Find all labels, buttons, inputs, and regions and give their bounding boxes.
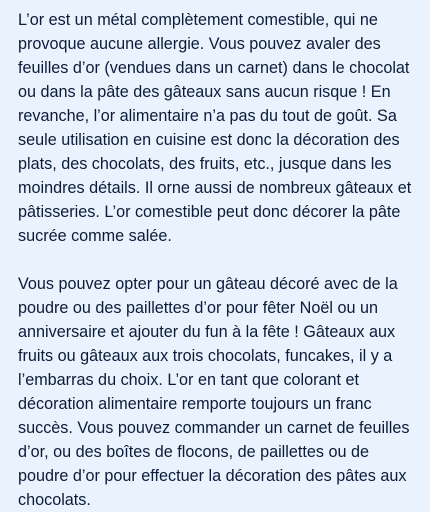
paragraph-gold-decoration: Vous pouvez opter pour un gâteau décoré avec de la poudre ou des paillettes d’or pour fêter Noël ou un anniversaire et ajouter du fun à la fête ! Gâteaux aux fruits ou gâteaux aux trois chocolats, funcakes, il y a l’embarras du choix. L’or en tant que colorant et décoration alimentaire remporte toujours un franc succès. Vous pouvez commander un carnet de feuilles d’or, ou des boîtes de flocons, de paillettes ou de poudre d’or pour effectuer la décoration des pâtes aux chocolats.: [18, 275, 410, 509]
paragraph-gold-edible: L’or est un métal complètement comestible, qui ne provoque aucune allergie. Vous pouvez avaler des feuilles d’or (vendues dans un carnet) dans le chocolat ou dans la pâte des gâteaux sans aucun risque ! En revanche, l’or alimentaire n’a pas du tout de goût. Sa seule utilisation en cuisine est donc la décoration des plats, des chocolats, des fruits, etc., jusque dans les moindres détails. Il orne aussi de nombreux gâteaux et pâtisseries. L’or comestible peut donc décorer la pâte sucrée comme salée.: [18, 11, 412, 245]
